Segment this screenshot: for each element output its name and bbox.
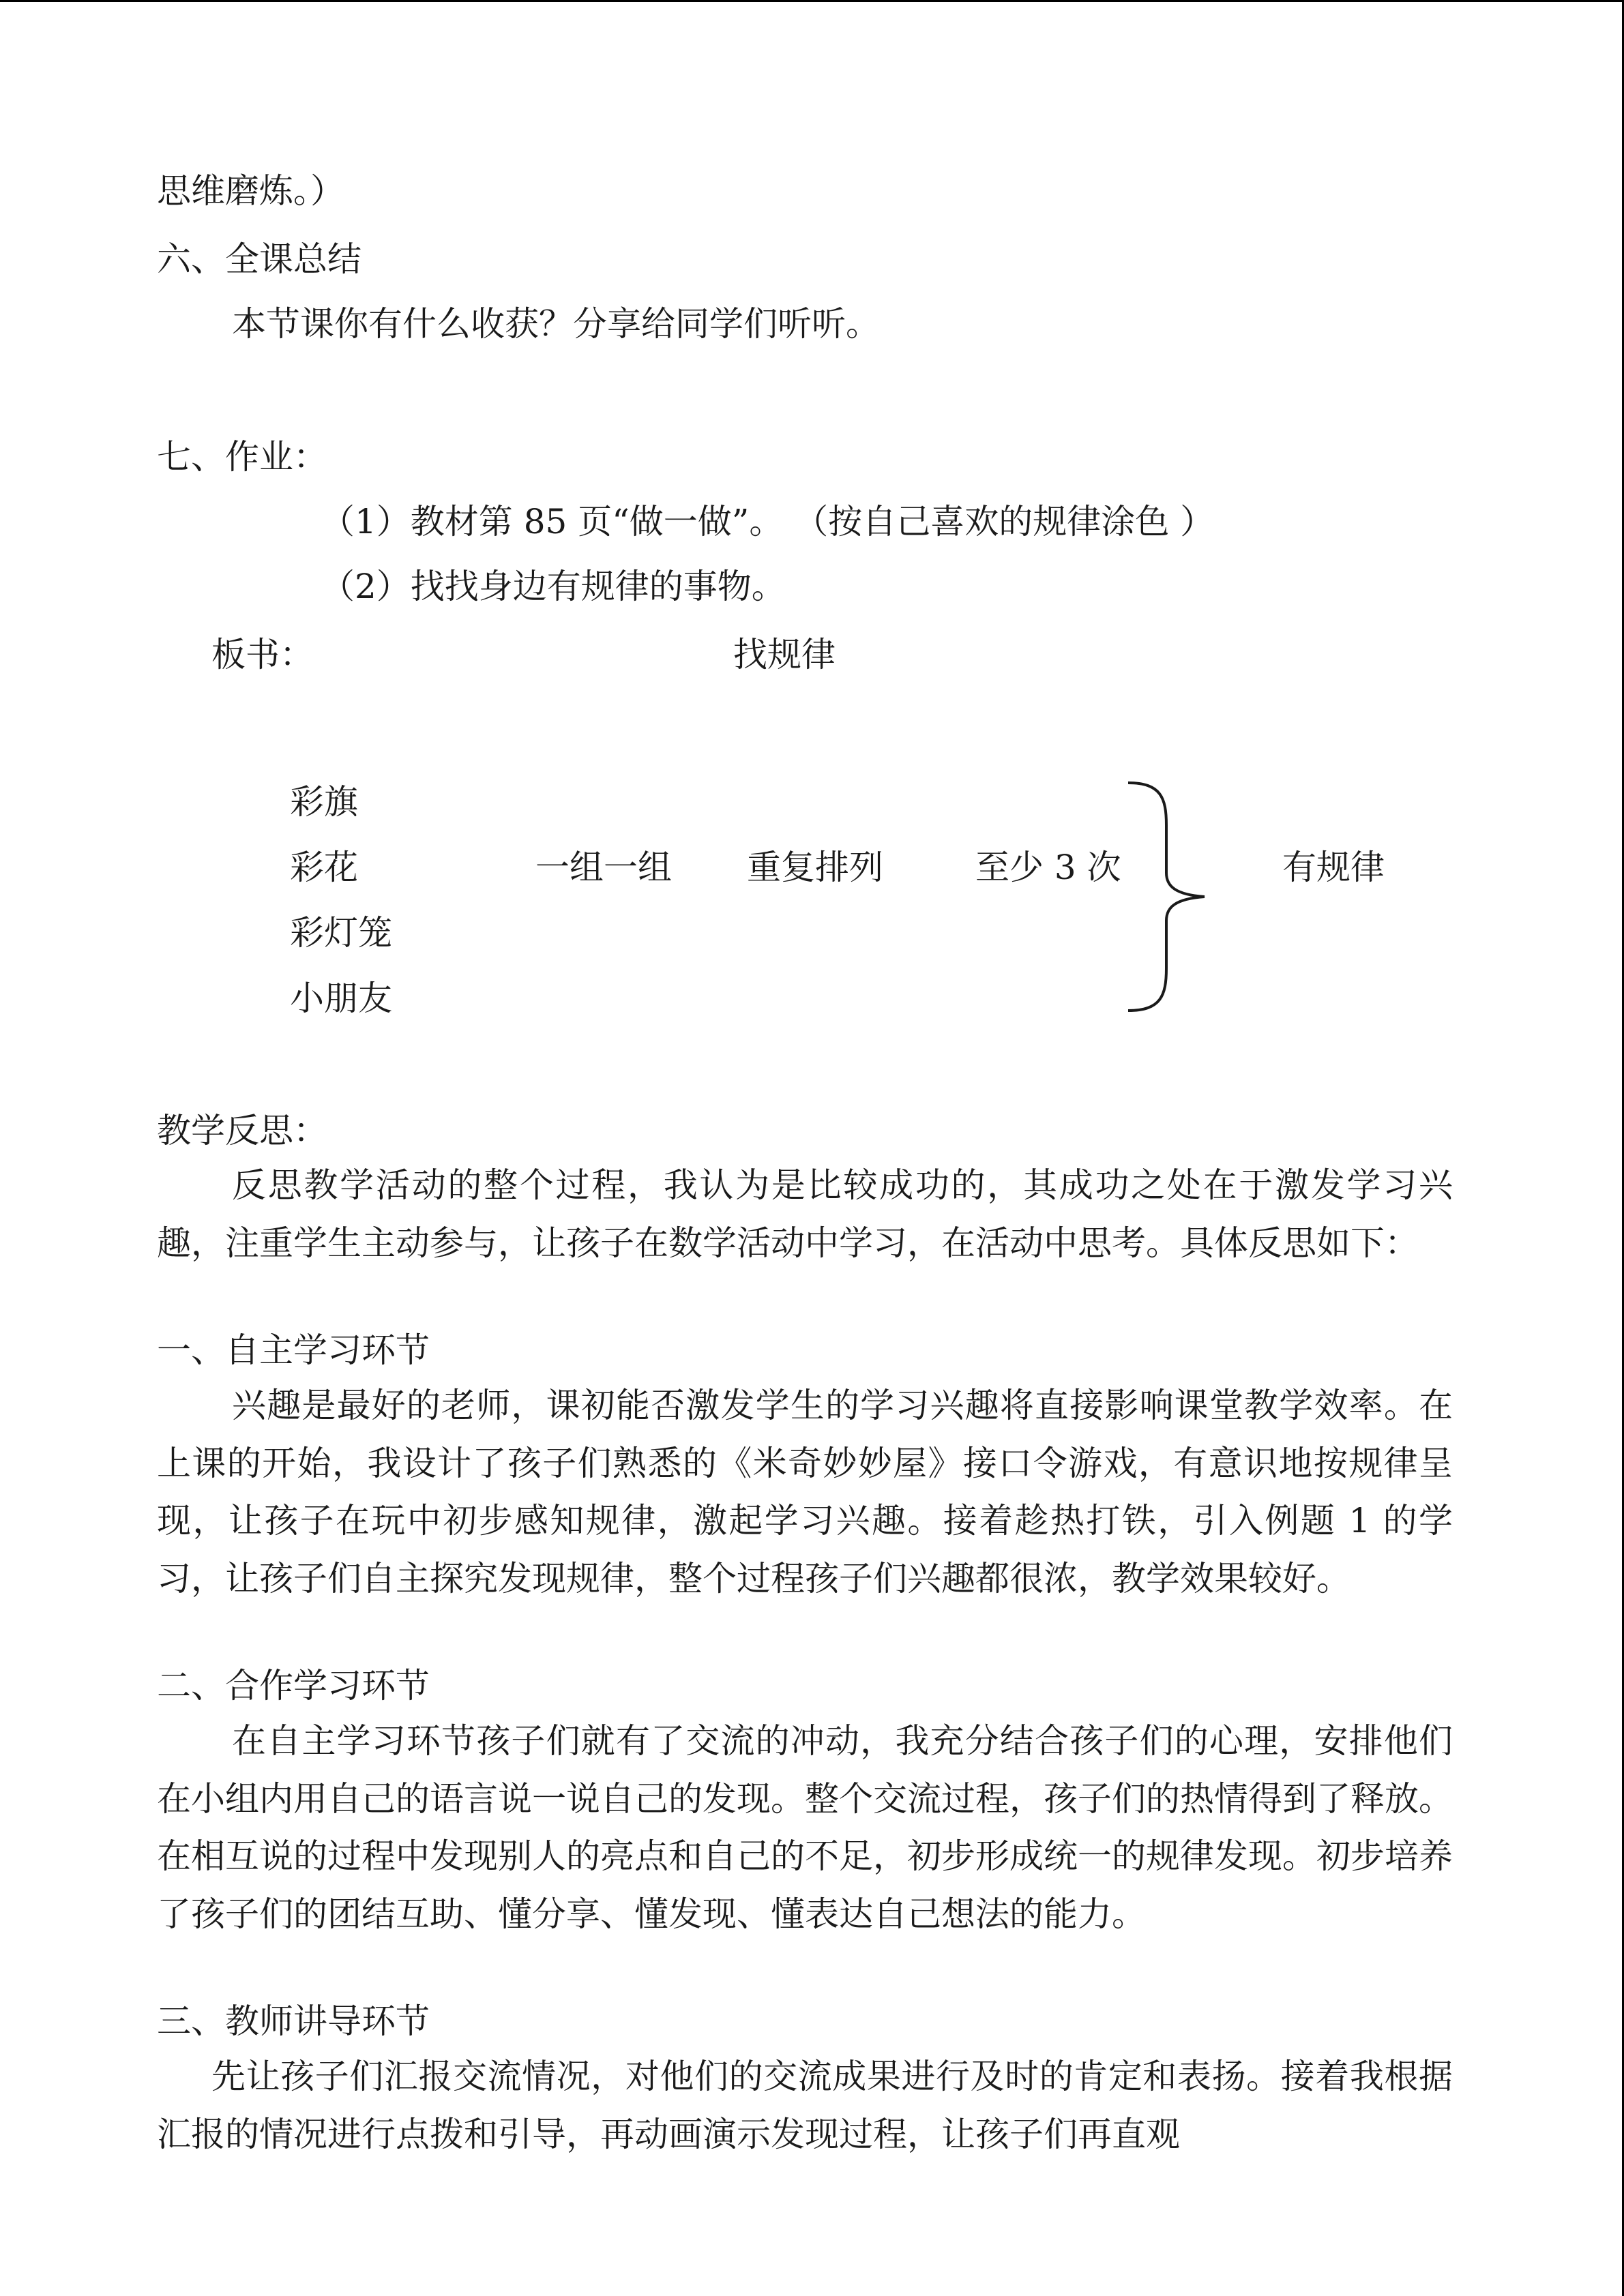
board-feature-times: 至少 3 次	[975, 848, 1121, 887]
homework-heading: 七、作业：	[157, 437, 327, 477]
board-feature-groups: 一组一组	[535, 848, 672, 887]
board-feature-repeat: 重复排列	[747, 848, 883, 887]
board-conclusion: 有规律	[1282, 848, 1385, 887]
section-text-2: 在自主学习环节孩子们就有了交流的冲动，我充分结合孩子们的心理，安排他们在小组内用自己的语言说一说自己的发现。整个交流过程，孩子们的热情得到了释放。在相互说的过程中发现别人的亮点和自己的不足，初步形成统一的规律发现。初步培养了孩子们的团结互助、懂分享、懂发现、懂表达自己想法的能力。	[157, 1721, 1453, 1934]
section-text-1: 兴趣是最好的老师，课初能否激发学生的学习兴趣将直接影响课堂教学效率。在上课的开始，我设计了孩子们熟悉的《米奇妙妙屋》接口令游戏，有意识地按规律呈现，让孩子在玩中初步感知规律，激起学习兴趣。接着趁热打铁，引入例题 1 的学习，让孩子们自主探究发现规律，整个过程孩子们兴趣都很浓，教学效果较好。	[157, 1386, 1453, 1598]
section-heading-1: 一、自主学习环节	[157, 1330, 430, 1370]
continued-line: 思维磨炼。）	[157, 171, 344, 211]
section-heading-2: 二、合作学习环节	[157, 1666, 430, 1705]
board-label: 板书：	[211, 635, 314, 674]
reflection-intro: 反思教学活动的整个过程，我认为是比较成功的，其成功之处在于激发学习兴趣，注重学生主动参与，让孩子在数学活动中学习，在活动中思考。具体反思如下：	[157, 1165, 1453, 1263]
board-title: 找规律	[733, 635, 836, 674]
homework-item-2: （2）找找身边有规律的事物。	[321, 567, 786, 606]
board-item-lanterns: 彩灯笼	[290, 913, 392, 953]
summary-heading: 六、全课总结	[157, 239, 361, 279]
section-heading-3: 三、教师讲导环节	[157, 2001, 430, 2041]
board-item-children: 小朋友	[290, 979, 392, 1018]
board-item-flowers: 彩花	[290, 848, 358, 887]
curly-brace	[1119, 777, 1221, 1016]
page-top-border	[0, 0, 1624, 2]
homework-item-1: （1）教材第 85 页“做一做”。 （按自己喜欢的规律涂色 ）	[321, 502, 1215, 541]
reflection-heading: 教学反思：	[157, 1111, 327, 1150]
summary-text: 本节课你有什么收获？分享给同学们听听。	[232, 304, 880, 344]
section-text-3: 先让孩子们汇报交流情况，对他们的交流成果进行及时的肯定和表扬。接着我根据汇报的情况进行点拨和引导，再动画演示发现过程，让孩子们再直观	[157, 2057, 1453, 2154]
board-item-flags: 彩旗	[290, 782, 358, 822]
